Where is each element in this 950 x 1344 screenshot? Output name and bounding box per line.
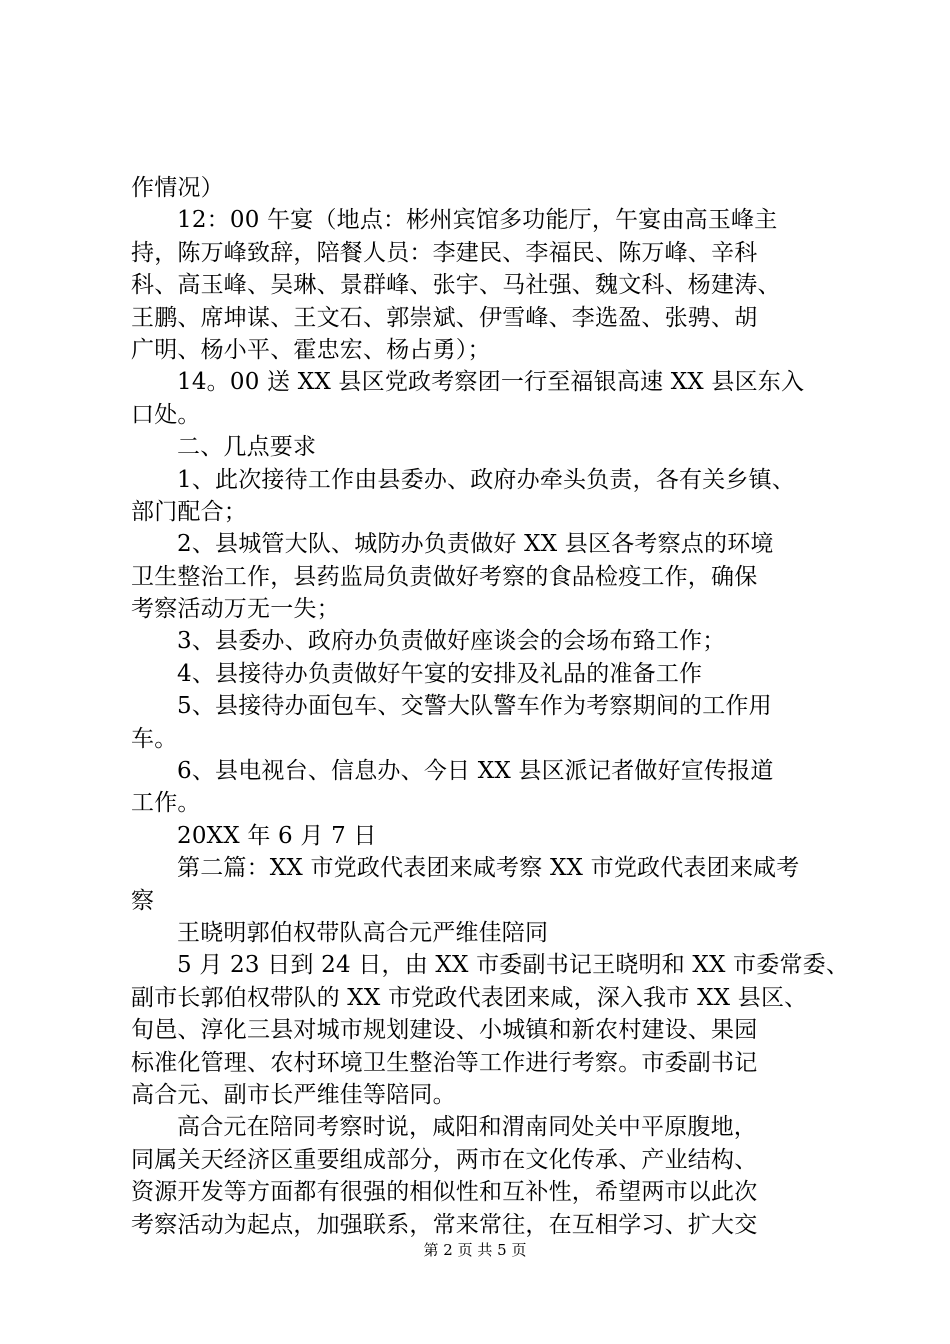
text-line: 副市长郭伯权带队的 XX 市党政代表团来咸，深入我市 XX 县区、 [131, 984, 808, 1011]
text-line: 同属关天经济区重要组成部分，两市在文化传承、产业结构、 [131, 1146, 758, 1173]
text-line: 标准化管理、农村环境卫生整治等工作进行考察。市委副书记 [131, 1049, 758, 1076]
text-line: 考察活动万无一失； [131, 596, 340, 623]
text-line: 车。 [131, 725, 178, 752]
text-line: 考察活动为起点，加强联系，常来常往，在互相学习、扩大交 [131, 1211, 758, 1238]
text-line: 14。00 送 XX 县区党政考察团一行至福银高速 XX 县区东入 [177, 369, 805, 396]
text-line: 资源开发等方面都有很强的相似性和互补性，希望两市以此次 [131, 1179, 758, 1206]
text-line: 高合元、副市长严维佳等陪同。 [131, 1081, 456, 1108]
text-line: 部门配合； [131, 498, 247, 525]
text-line: 科、高玉峰、吴琳、景群峰、张宇、马社强、魏文科、杨建涛、 [131, 272, 781, 299]
text-line: 3、县委办、政府办负责做好座谈会的会场布臵工作； [177, 628, 726, 655]
text-line: 王鹏、席坤谋、王文石、郭崇斌、伊雪峰、李选盈、张骋、胡 [131, 304, 758, 331]
text-line: 持，陈万峰致辞，陪餐人员：李建民、李福民、陈万峰、辛科 [131, 239, 758, 266]
text-line: 二、几点要求 [177, 434, 317, 461]
text-line: 12：00 午宴（地点：彬州宾馆多功能厅，午宴由高玉峰主 [177, 207, 778, 234]
text-line: 第二篇：XX 市党政代表团来咸考察 XX 市党政代表团来咸考 [177, 855, 800, 882]
text-line: 广明、杨小平、霍忠宏、杨占勇）； [131, 336, 491, 363]
page-footer: 第 2 页 共 5 页 [423, 1241, 527, 1259]
text-line: 20XX 年 6 月 7 日 [177, 822, 377, 849]
text-line: 察 [131, 887, 155, 914]
text-line: 5、县接待办面包车、交警大队警车作为考察期间的工作用 [177, 693, 772, 720]
text-line: 工作。 [131, 790, 201, 817]
text-line: 4、县接待办负责做好午宴的安排及礼品的准备工作 [177, 660, 703, 687]
document-body [131, 172, 850, 1241]
text-line: 卫生整治工作，县药监局负责做好考察的食品检疫工作，确保 [131, 563, 758, 590]
text-line: 2、县城管大队、城防办负责做好 XX 县区各考察点的环境 [177, 531, 774, 558]
text-line: 口处。 [131, 401, 201, 428]
text-line: 王晓明郭伯权带队高合元严维佳陪同 [177, 919, 549, 946]
text-line: 作情况） [131, 175, 224, 201]
text-line: 高合元在陪同考察时说，咸阳和渭南同处关中平原腹地， [177, 1114, 757, 1141]
text-line: 5 月 23 日到 24 日，由 XX 市委副书记王晓明和 XX 市委常委、 [177, 952, 850, 979]
text-line: 6、县电视台、信息办、今日 XX 县区派记者做好宣传报道 [177, 758, 774, 785]
text-line: 旬邑、淳化三县对城市规划建设、小城镇和新农村建设、果园 [131, 1017, 758, 1044]
text-line: 1、此次接待工作由县委办、政府办牵头负责，各有关乡镇、 [177, 466, 796, 493]
